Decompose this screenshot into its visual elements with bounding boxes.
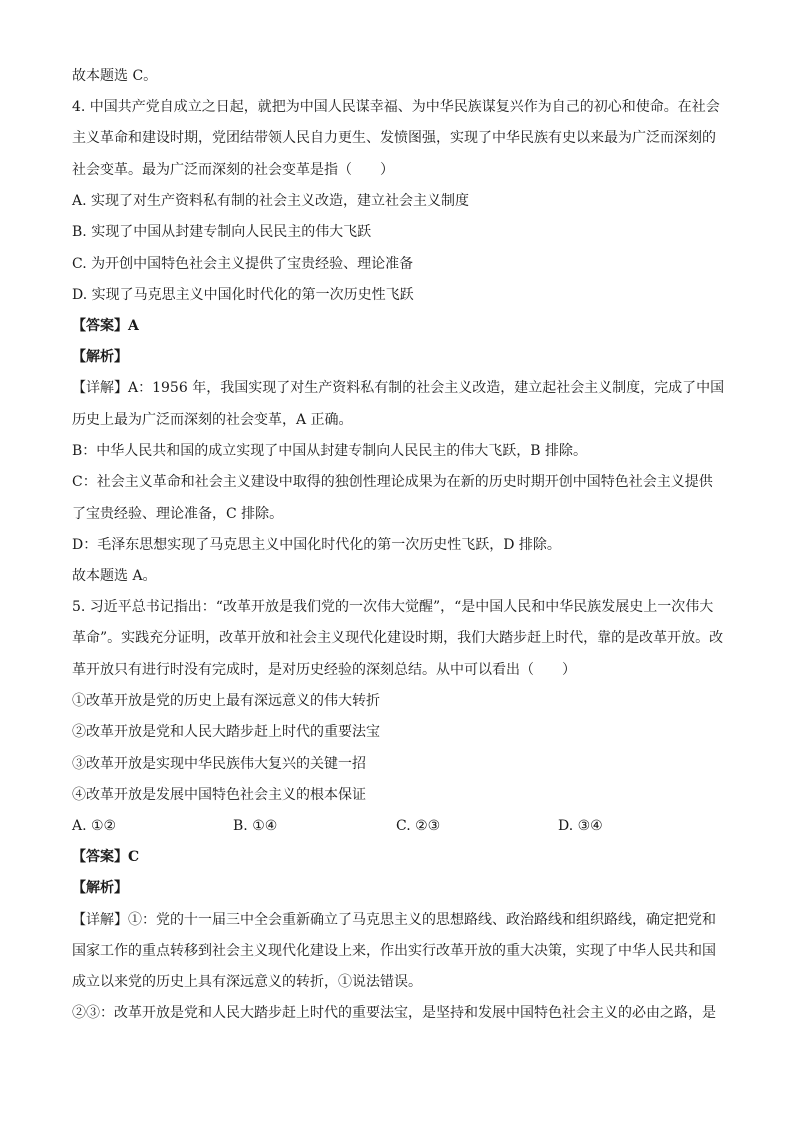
text-line: 革开放只有进行时没有完成时，是对历史经验的深刻总结。从中可以看出（ ） (72, 662, 576, 678)
text-line: 故本题选 A。 (72, 568, 157, 584)
text-line: 革命”。实践充分证明，改革开放和社会主义现代化建设时期，我们大踏步赶上时代，靠的是改革开放。改 (72, 630, 724, 646)
answer-label: 【答案】C (72, 849, 140, 865)
detail-text: 【详解】①：党的十一届三中全会重新确立了马克思主义的思想路线、政治路线和组织路线，确定把党和 (72, 912, 716, 928)
text-line: 国家工作的重点转移到社会主义现代化建设上来，作出实行改革开放的重大决策，实现了中华人民共和国 (72, 943, 716, 959)
text-line: 故本题选 C。 (72, 68, 158, 84)
statement-1: ①改革开放是党的历史上最有深远意义的伟大转折 (72, 693, 380, 709)
answer-label: 【答案】A (72, 318, 139, 334)
option-c: C. 为开创中国特色社会主义提供了宝贵经验、理论准备 (72, 256, 414, 272)
text-line: 了宝贵经验、理论准备，C 排除。 (72, 506, 284, 522)
question-4-stem: 4. 中国共产党自成立之日起，就把为中国人民谋幸福、为中华民族谋复兴作为自己的初心和使命。在社会 (72, 99, 720, 115)
detail-text: 【详解】A：1956 年，我国实现了对生产资料私有制的社会主义改造，建立起社会主义制度，完成了中国 (72, 380, 725, 396)
text-line: D：毛泽东思想实现了马克思主义中国化时代化的第一次历史性飞跃，D 排除。 (72, 537, 561, 553)
text-line: 成立以来党的历史上具有深远意义的转折，①说法错误。 (72, 974, 422, 990)
choice-b: B. ①④ (233, 818, 278, 834)
text-line: 历史上最为广泛而深刻的社会变革，A 正确。 (72, 412, 353, 428)
analysis-label: 【解析】 (72, 349, 128, 365)
question-5-stem: 5. 习近平总书记指出：“改革开放是我们党的一次伟大觉醒”，“是中国人民和中华民族发展史上一次伟大 (72, 599, 714, 615)
statement-2: ②改革开放是党和人民大踏步赶上时代的重要法宝 (72, 724, 380, 740)
text-line: C：社会主义革命和社会主义建设中取得的独创性理论成果为在新的历史时期开创中国特色社会主义提供 (72, 474, 713, 490)
option-d: D. 实现了马克思主义中国化时代化的第一次历史性飞跃 (72, 287, 414, 303)
text-line: 社会变革。最为广泛而深刻的社会变革是指（ ） (72, 162, 394, 178)
statement-3: ③改革开放是实现中华民族伟大复兴的关键一招 (72, 756, 366, 772)
option-a: A. 实现了对生产资料私有制的社会主义改造，建立社会主义制度 (72, 193, 470, 209)
choice-a: A. ①② (72, 818, 117, 834)
analysis-label: 【解析】 (72, 880, 128, 896)
text-line: 主义革命和建设时期，党团结带领人民自力更生、发愤图强，实现了中华民族有史以来最为广泛而深刻的 (72, 130, 716, 146)
text-line: B：中华人民共和国的成立实现了中国从封建专制向人民民主的伟大飞跃，B 排除。 (72, 443, 588, 459)
text-line: ②③：改革开放是党和人民大踏步赶上时代的重要法宝，是坚持和发展中国特色社会主义的必由之路，是 (72, 1005, 716, 1021)
option-b: B. 实现了中国从封建专制向人民民主的伟大飞跃 (72, 224, 372, 240)
statement-4: ④改革开放是发展中国特色社会主义的根本保证 (72, 787, 366, 803)
choice-c: C. ②③ (396, 818, 441, 834)
choice-d: D. ③④ (558, 818, 603, 834)
